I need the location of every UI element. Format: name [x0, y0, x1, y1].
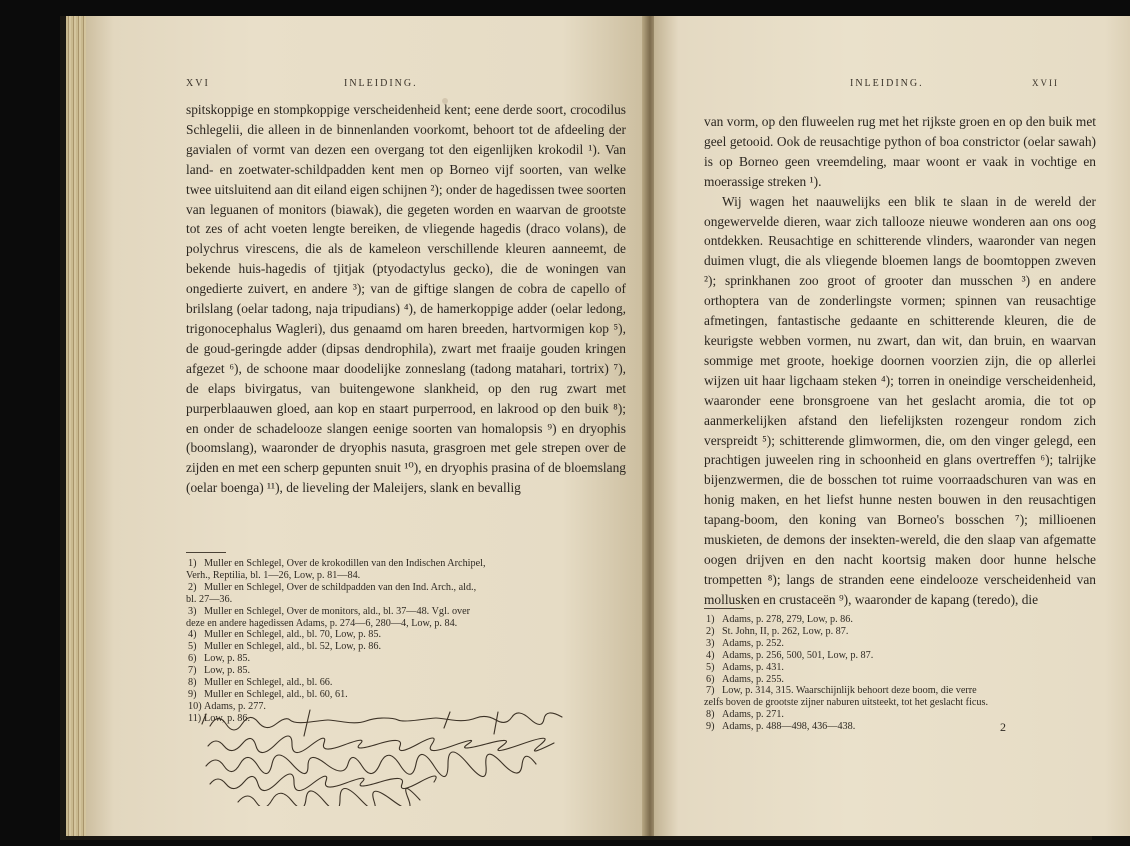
handwritten-annotation — [198, 706, 646, 806]
footnote-text: Adams, p. 256, 500, 501, Low, p. 87. — [722, 649, 874, 661]
footnote-line — [704, 721, 1096, 733]
footnote-text: Muller en Schlegel, Over de schildpadden van den Ind. Arch., ald., — [204, 581, 477, 593]
page-number-roman: XVII — [1032, 78, 1059, 88]
footnote-text: Low, p. 85. — [204, 665, 251, 677]
footnote-line — [186, 689, 626, 701]
footnote-text: St. John, II, p. 262, Low, p. 87. — [722, 625, 849, 637]
left-page — [86, 16, 646, 836]
footnote-text: Low, p. 314, 315. Waarschijnlijk behoort deze boom, die verre — [722, 685, 977, 697]
footnote-text: Verh., Reptilia, bl. 1—26, Low, p. 81—84. — [186, 569, 361, 581]
footnote-line — [704, 650, 1096, 662]
footnote-text: Adams, p. 488—498, 436—438. — [722, 721, 856, 733]
footnote-line — [186, 653, 626, 665]
footnote-mark: 1) — [188, 558, 197, 569]
footnote-text: Adams, p. 278, 279, Low, p. 86. — [722, 614, 853, 625]
footnote-text: Adams, p. 252. — [722, 637, 784, 649]
footnote-text: Low, p. 85. — [204, 653, 251, 665]
footnote-line — [186, 570, 626, 582]
footnote-line — [186, 641, 626, 653]
footnote-mark: 2) — [706, 625, 715, 637]
footnote-line — [186, 606, 626, 618]
footnote-line — [186, 594, 626, 606]
footnote-mark: 7) — [706, 685, 715, 697]
footnotes — [186, 558, 626, 725]
footnote-mark: 3) — [188, 605, 197, 617]
footnote-text: Muller en Schlegel, Over de krokodillen van den Indischen Archipel, — [204, 558, 486, 569]
footnote-line — [704, 614, 1096, 626]
footnote-mark: 2) — [188, 581, 197, 593]
body-text — [186, 100, 626, 498]
footnote-text: Muller en Schlegel, ald., bl. 52, Low, p. 86. — [204, 641, 382, 653]
footnote-text: Muller en Schlegel, ald., bl. 70, Low, p. 85. — [204, 629, 382, 641]
footnote-mark: 9) — [188, 688, 197, 700]
footnote-mark: 7) — [188, 665, 197, 677]
footnote-line — [186, 629, 626, 641]
footnote-mark: 4) — [706, 649, 715, 661]
footnote-rule — [704, 608, 744, 609]
footnote-text: Muller en Schlegel, ald., bl. 66. — [204, 677, 333, 689]
book-spread — [60, 16, 1096, 840]
footnote-mark: 4) — [188, 629, 197, 641]
body-paragraph: spitskoppige en stompkoppige verscheidenheid kent; eene derde soort, crocodilus Schlegelii, die alleen in de binnenlanden voorkomt, behoort tot de afdeeling der gavialen of vormt van dezen een overgang tot den eigenlijken krokodil ¹). Van land- en zoetwater-schildpadden kent men op Borneo vijf soorten, van welke twee uitsluitend aan dit eiland eigen schijnen ²); onder de hagedissen twee soorten van leguanen of monitors (biawak), die gegeten worden en waarvan de grootste tot zes of acht voeten lengte bereiken, de vliegende hagedis (draco volans), de polychrus virescens, die als de kameleon verschillende kleuren aanneemt, de bekende huis-hagedis of tjitjak (ptyodactylus gecko), die de woningen van ongedierte zuivert, en andere ³); van de giftige slangen de cobra de capello of brilslang (oelar tadong, naja tripudians) ⁴), de hamerkoppige adder (oelar ledong, trigonocephalus Wagleri), dus genaamd om haren breeden, hartvormigen kop ⁵), de goud-geringde adder (dipsas dendrophila), zwart met fraaije gouden kringen afgezet ⁶), de schoone maar doodelijke zonneslang (tadong matahari, tortrix) ⁷), de elaps bivirgatus, van buitengewone slankheid, op den rug zwart met purperblaauwen gloed, aan kop en staart purperrood, en lakrood op den buik ⁸); en onder de schadelooze slangen eenige soorten van homalopsis ⁹) en dryophis (boomslang), waaronder de dryophis nasuta, grasgroen met gele strepen over de zijden en met een scherp gepunten snuit ¹⁰), en dryophis prasina of de bloemslang (oelar boenga) ¹¹), de lieveling der Maleijers, slank en bevallig — [186, 102, 626, 496]
footnote-text: Adams, p. 277. — [204, 700, 266, 712]
footnotes — [704, 614, 1096, 733]
footnote-text: zelfs boven de grootste zijner naburen uitsteekt, tot het geslacht ficus. — [704, 697, 989, 709]
footnote-line — [186, 618, 626, 630]
footnote-line — [186, 665, 626, 677]
body-paragraph: Wij wagen het naauwelijks een blik te slaan in de wereld der ongewervelde dieren, waar zich tallooze nieuwe wonderen aan ons oog ontdekken. Reusachtige en schitterende vlinders, waaronder van negen duimen vlugt, die als vliegende bloemen langs de boomtoppen zweven ²); sprinkhanen zoo groot of grooter dan musschen ³) en andere orthoptera van de zonderlingste vormen; spinnen van reusachtige afmetingen, fantastische gedaante en schitterende kleuren, die de keurigste webben vormen, nu zwart, dan wit, dan bruin, en waarvan sommige met groote, hoekige doornen voorzien zijn, die op allerlei wijzen uit haar ligchaam steken ⁴); torren in oneindige verscheidenheid, waaronder eene bronsgroene van het geslacht aromia, die tot op aanmerkelijken afstand den liefelijksten rozengeur rondom zich verspreidt ⁵); schitterende glimwormen, die, om den vinger gelegd, een prachtigen juweelen ring in schoonheid en glans overtreffen ⁶); talrijke bijenzwermen, die de bosschen tot ruime voorraadschuren van was en honig maken, en het liefst hunne nesten bouwen in den reusachtigen tapang-boom, den koning van Borneo's bosschen ⁷); millioenen muskieten, de demons der insekten-wereld, die den slaap van afgematte oogen drijven en den nacht koortsig maken door hunne helsche trompetten ⁸); langs de stranden eene eindelooze verscheidenheid van mollusken en crustaceën ⁹), waaronder de kapang (teredo), die — [704, 193, 1096, 607]
footnote-text: bl. 27—36. — [186, 593, 233, 605]
left-page-edges — [66, 16, 88, 836]
footnote-rule — [186, 552, 226, 553]
body-text — [704, 112, 1096, 610]
page-number-roman: XVI — [186, 78, 210, 89]
footnote-mark: 5) — [188, 641, 197, 653]
footnote-mark: 8) — [188, 677, 197, 689]
footnote-line — [704, 626, 1096, 638]
body-paragraph: van vorm, op den fluweelen rug met het rijkste groen en op den buik met geel getooid. Ook de reusachtige python of boa constrictor (oelar sawah) is op Borneo geen vreemdeling, maar woont er vaak in vochtige en moerassige streken ¹). — [704, 114, 1096, 189]
page-number: 2 — [1000, 720, 1006, 734]
footnote-line — [186, 558, 626, 570]
footnote-line — [704, 697, 1096, 709]
footnote-mark: 3) — [706, 637, 715, 649]
footnote-text: Adams, p. 271. — [722, 709, 784, 721]
footnote-line — [186, 677, 626, 689]
footnote-mark: 6) — [706, 673, 715, 685]
footnote-text: Adams, p. 255. — [722, 673, 784, 685]
running-header: INLEIDING. — [850, 78, 924, 89]
footnote-line — [704, 662, 1096, 674]
footnote-line — [704, 685, 1096, 697]
footnote-mark: 5) — [706, 661, 715, 673]
footnote-line — [704, 674, 1096, 686]
right-page — [654, 16, 1130, 836]
footnote-line — [704, 709, 1096, 721]
footnote-mark: 8) — [706, 709, 715, 721]
footnote-text: Muller en Schlegel, ald., bl. 60, 61. — [204, 688, 348, 700]
footnote-line — [704, 638, 1096, 650]
footnote-text: Low, p. 86. — [204, 712, 251, 724]
running-header: INLEIDING. — [344, 78, 418, 89]
footnote-text: Adams, p. 431. — [722, 661, 784, 673]
footnote-line — [186, 582, 626, 594]
footnote-mark: 1) — [706, 614, 715, 625]
footnote-mark: 9) — [706, 721, 715, 733]
footnote-mark: 10) — [188, 700, 202, 712]
footnote-text: deze en andere hagedissen Adams, p. 274—6, 280—4, Low, p. 84. — [186, 617, 458, 629]
footnote-mark: 11) — [188, 712, 202, 724]
footnote-mark: 6) — [188, 653, 197, 665]
ink-spot — [442, 98, 448, 104]
footnote-text: Muller en Schlegel, Over de monitors, ald., bl. 37—48. Vgl. over — [204, 605, 471, 617]
